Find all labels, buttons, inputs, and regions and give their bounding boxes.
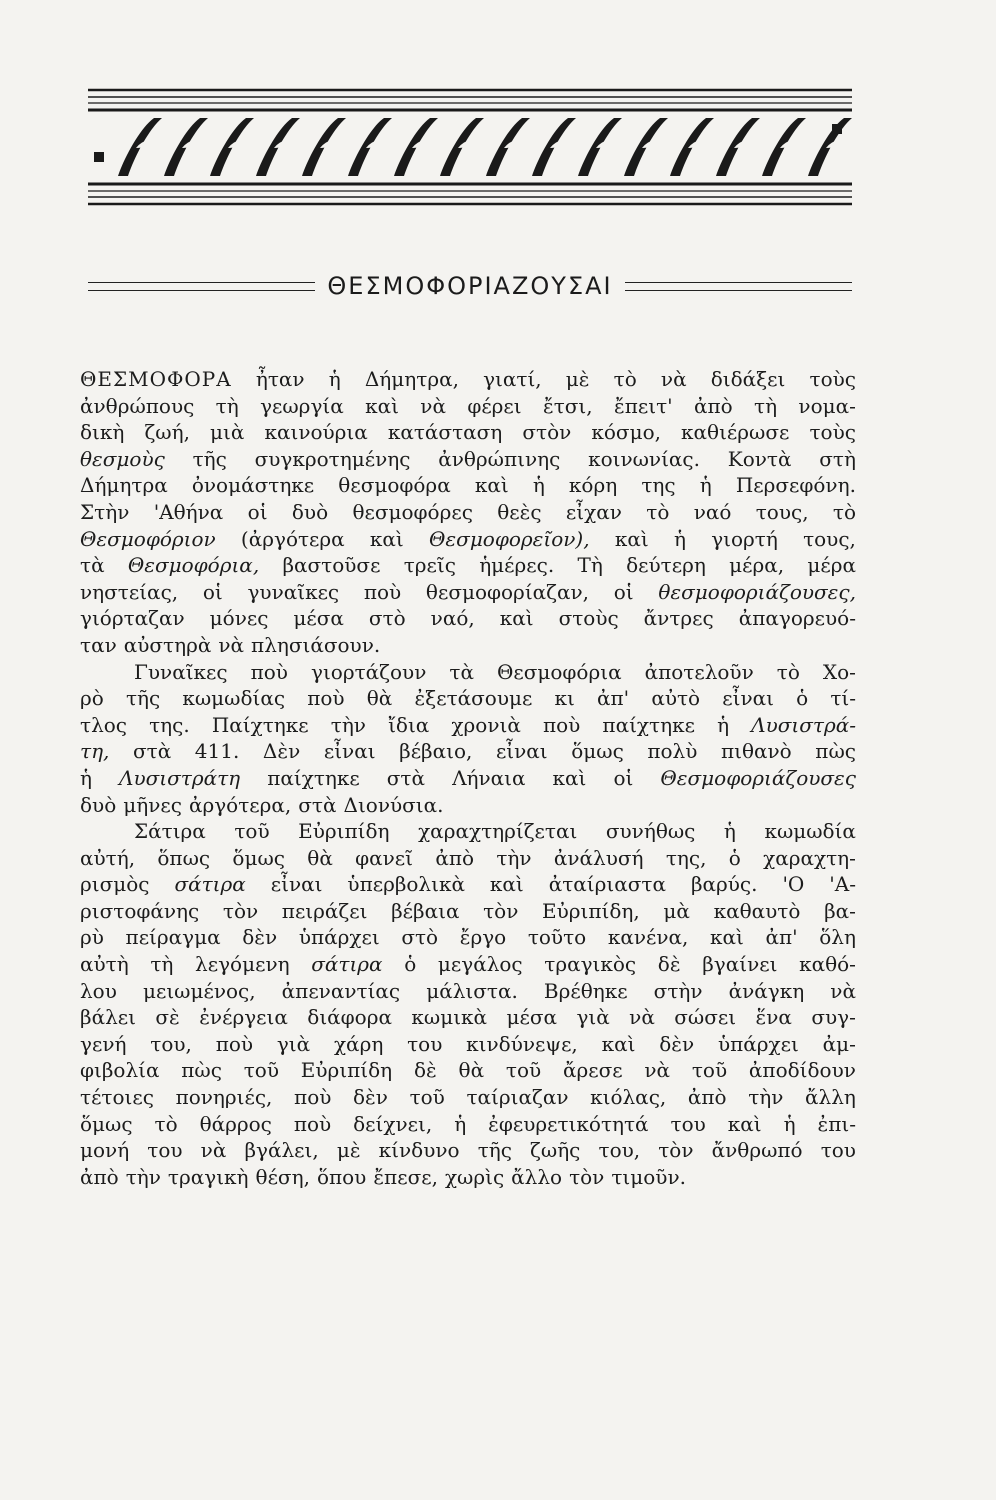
text-line: φιβολία πὼς τοῦ Εὐριπίδη δὲ θὰ τοῦ ἄρεσε νὰ τοῦ ἀποδίδουν <box>80 1058 856 1083</box>
text-line: ρὺ πείραγμα δὲν ὑπάρχει στὸ ἔργο τοῦτο κανένα, καὶ ἀπ' ὅλη <box>80 925 856 950</box>
text-line: ἀπὸ τὴν τραγικὴ θέση, ὅπου ἔπεσε, χωρὶς ἄλλο τὸν τιμοῦν. <box>80 1164 686 1189</box>
text-line: τλος της. Παίχτηκε τὴν ἴδια χρονιὰ ποὺ παίχτηκε ἡ Λυσιστρά- <box>80 712 856 737</box>
text-line: μονή του νὰ βγάλει, μὲ κίνδυνο τῆς ζωῆς του, τὸν ἄνθρωπό του <box>80 1138 856 1163</box>
text-line: Στὴν 'Αθήνα οἱ δυὸ θεσμοφόρες θεὲς εἶχαν τὸ ναό τους, τὸ <box>80 499 856 524</box>
text-line: ΘΕΣΜΟΦΟΡΑ ἦταν ἡ Δήμητρα, γιατί, μὲ τὸ νὰ διδάξει τοὺς <box>80 367 856 391</box>
text-line: τη, στὰ 411. Δὲν εἶναι βέβαιο, εἶναι ὅμως πολὺ πιθανὸ πὼς <box>80 739 856 764</box>
greek-wave-ornament-border <box>88 88 852 212</box>
text-line: θεσμοὺς τῆς συγκροτημένης ἀνθρώπινης κοινωνίας. Κοντὰ στὴ <box>80 446 856 471</box>
text-line: Θεσμοφόριον (ἀργότερα καὶ Θεσμοφορεῖον), καὶ ἡ γιορτή τους, <box>80 526 856 551</box>
text-line: αὐτὴ τὴ λεγόμενη σάτιρα ὁ μεγάλος τραγικὸς δὲ βγαίνει καθό- <box>80 952 856 977</box>
text-line: τέτοιες πονηριές, ποὺ δὲν τοῦ ταίριαζαν κιόλας, ἀπὸ τὴν ἄλλη <box>80 1085 856 1110</box>
text-line: ριστοφάνης τὸν πειράζει βέβαια τὸν Εὐριπίδη, μὰ καθαυτὸ βα- <box>80 898 856 923</box>
text-line: Γυναῖκες ποὺ γιορτάζουν τὰ Θεσμοφόρια ἀποτελοῦν τὸ Χο- <box>134 659 856 684</box>
text-line: δυὸ μῆνες ἀργότερα, στὰ Διονύσια. <box>80 792 444 817</box>
text-line: ρισμὸς σάτιρα εἶναι ὑπερβολικὰ καὶ ἀταίριαστα βαρύς. 'Ο 'Α- <box>80 872 856 897</box>
text-line: λου μειωμένος, ἀπεναντίας μάλιστα. Βρέθηκε στὴν ἀνάγκη νὰ <box>80 978 856 1003</box>
text-line: Σάτιρα τοῦ Εὐριπίδη χαραχτηρίζεται συνήθως ἡ κωμωδία <box>134 819 856 844</box>
text-line: ὅμως τὸ θάρρος ποὺ δείχνει, ἡ ἐφευρετικότητά του καὶ ἡ ἐπι- <box>80 1111 856 1136</box>
text-line: αὐτή, ὅπως ὅμως θὰ φανεῖ ἀπὸ τὴν ἀνάλυσή της, ὁ χαραχτη- <box>80 845 856 870</box>
title-row <box>88 266 852 306</box>
text-line: ἡ Λυσιστράτη παίχτηκε στὰ Λήναια καὶ οἱ Θεσμοφοριάζουσες <box>80 765 856 790</box>
text-line: γενή του, ποὺ γιὰ χάρη του κινδύνεψε, καὶ δὲν ὑπάρχει ἀμ- <box>80 1031 856 1056</box>
body-text <box>80 366 856 1190</box>
text-line: νηστείας, οἱ γυναῖκες ποὺ θεσμοφορίαζαν, οἱ θεσμοφοριάζουσες, <box>80 579 856 604</box>
text-line: ταν αὐστηρὰ νὰ πλησιάσουν. <box>80 632 381 657</box>
text-line: βάλει σὲ ἐνέργεια διάφορα κωμικὰ μέσα γιὰ νὰ σώσει ἕνα συγ- <box>80 1005 856 1030</box>
text-line: δικὴ ζωή, μιὰ καινούρια κατάσταση στὸν κόσμο, καθιέρωσε τοὺς <box>80 420 856 445</box>
title-rule-right <box>625 282 852 291</box>
text-line: ρὸ τῆς κωμωδίας ποὺ θὰ ἐξετάσουμε κι ἀπ' αὐτὸ εἶναι ὁ τί- <box>80 686 856 711</box>
page-title: ΘΕΣΜΟΦΟΡΙΑΖΟΥΣΑΙ <box>327 272 613 300</box>
text-line: Δήμητρα ὀνομάστηκε θεσμοφόρα καὶ ἡ κόρη της ἡ Περσεφόνη. <box>80 473 856 498</box>
text-line: τὰ Θεσμοφόρια, βαστοῦσε τρεῖς ἡμέρες. Τὴ δεύτερη μέρα, μέρα <box>80 553 856 578</box>
title-rule-left <box>88 282 315 291</box>
text-line: ἀνθρώπους τὴ γεωργία καὶ νὰ φέρει ἔτσι, ἔπειτ' ἀπὸ τὴ νομα- <box>80 393 856 418</box>
text-line: γιόρταζαν μόνες μέσα στὸ ναό, καὶ στοὺς ἄντρες ἀπαγορευό- <box>80 606 856 631</box>
